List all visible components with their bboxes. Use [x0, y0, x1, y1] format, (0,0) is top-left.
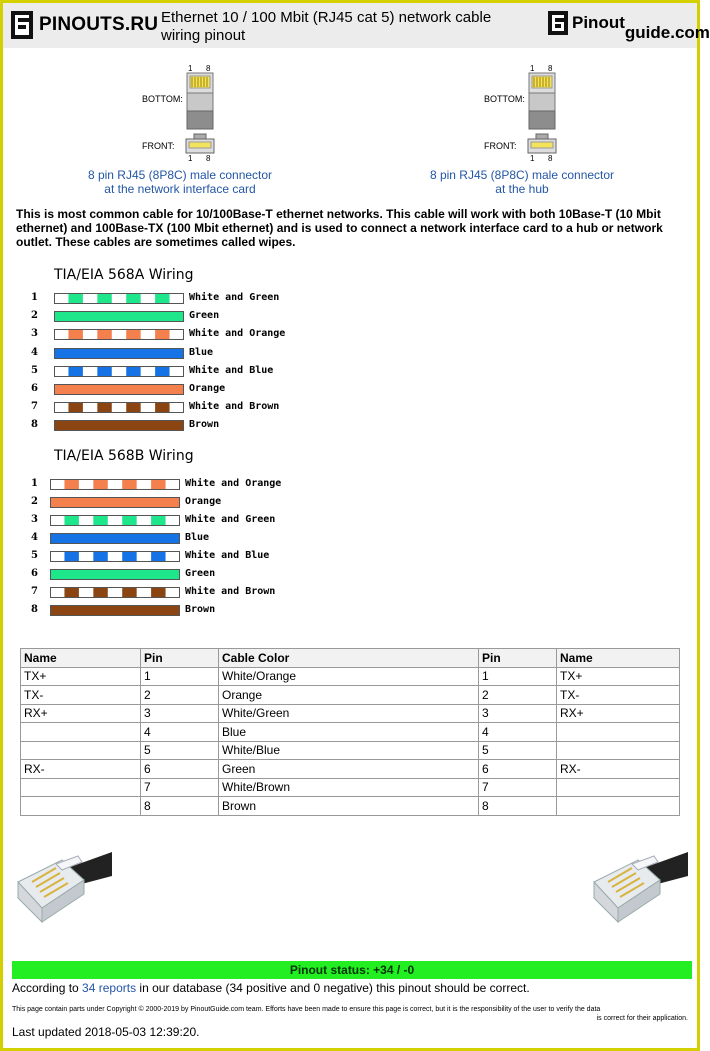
wire-label: Orange [185, 496, 222, 507]
wire-bar [50, 497, 180, 508]
table-row [21, 797, 680, 816]
wire-label: White and Orange [189, 328, 286, 340]
wire-number: 8 [31, 604, 38, 615]
wire-label: White and Orange [185, 478, 282, 489]
table-cell: 1 [141, 667, 219, 686]
rj45-plug-image [588, 842, 688, 924]
col-header: Pin [141, 649, 219, 668]
table-row [21, 778, 680, 797]
wire-number: 1 [31, 292, 38, 303]
page-title: Ethernet 10 / 100 Mbit (RJ45 cat 5) network cable wiring pinout [161, 9, 492, 44]
table-cell: Green [219, 760, 479, 779]
table-cell: RX- [21, 760, 141, 779]
wire-label: White and Blue [189, 364, 274, 376]
caption-line-1: 8 pin RJ45 (8P8C) male connector [87, 168, 273, 182]
wire-label: Brown [189, 419, 220, 431]
table-cell: 2 [479, 686, 557, 705]
connector-nic [60, 64, 300, 199]
col-header: Cable Color [219, 649, 479, 668]
pin-label-first: 1 [188, 154, 193, 163]
table-cell: 3 [141, 704, 219, 723]
rj45-plug-image [12, 842, 112, 924]
wire-label: White and Green [185, 514, 276, 525]
table-cell: 4 [479, 723, 557, 742]
wire-number: 5 [31, 550, 38, 561]
wire-number: 8 [31, 419, 38, 431]
connector-hub [402, 64, 642, 199]
reports-suffix: in our database (34 positive and 0 negative) this pinout should be correct. [139, 981, 530, 995]
table-cell: TX+ [21, 667, 141, 686]
front-label: FRONT: [142, 141, 175, 151]
table-cell: TX- [557, 686, 680, 705]
pinout-status-bar: Pinout status: +34 / -0 [12, 961, 692, 979]
reports-prefix: According to [12, 981, 79, 995]
wire-label: Green [189, 310, 220, 322]
reports-text [12, 981, 530, 995]
last-updated: Last updated 2018-05-03 12:39:20. [12, 1025, 200, 1039]
wire-bar [50, 515, 180, 526]
table-cell: 2 [141, 686, 219, 705]
wire-label: Blue [189, 346, 214, 358]
wire-bar [54, 366, 184, 377]
table-cell: 3 [479, 704, 557, 723]
wire-bar [50, 569, 180, 580]
front-label: FRONT: [484, 141, 517, 151]
table-row [21, 667, 680, 686]
wire-label: White and Brown [185, 586, 276, 597]
table-cell [557, 797, 680, 816]
pin-label-first: 1 [530, 154, 535, 163]
col-header: Name [21, 649, 141, 668]
rj45-bottom-icon [527, 73, 557, 131]
wire-bar [54, 384, 184, 395]
table-cell [557, 723, 680, 742]
table-cell: Orange [219, 686, 479, 705]
table-cell: TX+ [557, 667, 680, 686]
wire-number: 5 [31, 364, 38, 376]
table-cell: 7 [141, 778, 219, 797]
copyright-line-1: This page contain parts under Copyright © 2000-2019 by PinoutGuide.com team. Efforts have been made to ensure this page is correct, but it is the responsibility of the user to verify the data [12, 1006, 601, 1013]
caption-line-1: 8 pin RJ45 (8P8C) male connector [429, 168, 615, 182]
wire-number: 4 [31, 532, 38, 543]
site-logo[interactable] [11, 11, 158, 39]
table-row [21, 741, 680, 760]
bottom-label: BOTTOM: [142, 94, 183, 104]
table-cell: 7 [479, 778, 557, 797]
wire-number: 2 [31, 496, 38, 507]
wire-label: White and Green [189, 292, 280, 303]
rj45-front-icon [527, 134, 557, 154]
pin-label-first: 1 [188, 64, 193, 73]
pin-label-last: 8 [548, 154, 553, 163]
caption-line-2: at the hub [495, 182, 549, 196]
copyright-line-2: is correct for their application. [596, 1015, 688, 1022]
connector-caption[interactable] [402, 168, 642, 196]
table-cell: White/Orange [219, 667, 479, 686]
wire-number: 1 [31, 478, 38, 489]
table-cell [21, 797, 141, 816]
wire-bar [54, 348, 184, 359]
col-header: Name [557, 649, 680, 668]
wire-bar [50, 479, 180, 490]
table-cell: RX+ [21, 704, 141, 723]
wire-bar [50, 605, 180, 616]
wire-label: White and Brown [189, 401, 280, 413]
logo-text-guide: guide.com [624, 23, 710, 42]
table-cell [21, 741, 141, 760]
wire-number: 7 [31, 586, 38, 597]
pin-label-last: 8 [206, 154, 211, 163]
table-cell: 6 [141, 760, 219, 779]
pin-label-last: 8 [548, 64, 553, 73]
pin-label-first: 1 [530, 64, 535, 73]
wiring-b-title: TIA/EIA 568B Wiring [54, 448, 194, 464]
table-cell: 5 [479, 741, 557, 760]
table-cell: TX- [21, 686, 141, 705]
wire-bar [54, 402, 184, 413]
table-cell: 4 [141, 723, 219, 742]
table-row [21, 704, 680, 723]
table-cell: RX- [557, 760, 680, 779]
wire-number: 4 [31, 346, 38, 358]
wire-number: 7 [31, 401, 38, 413]
table-cell: Blue [219, 723, 479, 742]
logo-text-pinout: Pinout [572, 13, 625, 32]
wire-label: Orange [189, 383, 226, 394]
wire-bar [54, 420, 184, 431]
rj45-bottom-icon [185, 73, 215, 131]
page-header [3, 3, 710, 48]
table-cell: White/Blue [219, 741, 479, 760]
logo-icon [11, 11, 33, 39]
reports-link[interactable]: 34 reports [82, 981, 137, 995]
table-row [21, 723, 680, 742]
rj45-front-icon [185, 134, 215, 154]
table-cell: 5 [141, 741, 219, 760]
table-row [21, 686, 680, 705]
wire-number: 3 [31, 328, 38, 340]
wire-bar [54, 311, 184, 322]
wire-label: Green [185, 568, 216, 579]
wire-label: White and Blue [185, 550, 270, 561]
table-cell: White/Brown [219, 778, 479, 797]
table-cell: White/Green [219, 704, 479, 723]
table-cell: 6 [479, 760, 557, 779]
table-cell [21, 778, 141, 797]
description: This is most common cable for 10/100Base-T ethernet networks. This cable will work with both 10Base-T (10 Mbit ethernet) and 100Base-TX (100 Mbit ethernet) and is used to connect a network interface card to a hub or network outlet. These cables are sometimes called wipes. [16, 207, 663, 249]
pinoutguide-logo[interactable] [548, 11, 710, 43]
table-cell [557, 778, 680, 797]
wire-bar [50, 551, 180, 562]
wire-number: 6 [31, 568, 38, 579]
wire-number: 6 [31, 383, 38, 394]
logo-icon [548, 11, 568, 35]
table-cell: RX+ [557, 704, 680, 723]
table-cell: 8 [141, 797, 219, 816]
table-cell [21, 723, 141, 742]
pinout-table [20, 648, 680, 816]
bottom-label: BOTTOM: [484, 94, 525, 104]
wire-bar [54, 293, 184, 304]
wire-bar [50, 533, 180, 544]
wire-number: 2 [31, 310, 38, 322]
connector-caption[interactable] [60, 168, 300, 196]
wire-label: Brown [185, 604, 216, 615]
caption-line-2: at the network interface card [104, 182, 256, 196]
table-cell: 8 [479, 797, 557, 816]
table-cell [557, 741, 680, 760]
wire-number: 3 [31, 514, 38, 525]
table-header-row [21, 649, 680, 668]
table-cell: Brown [219, 797, 479, 816]
wire-bar [50, 587, 180, 598]
copyright-notice [12, 1005, 688, 1023]
col-header: Pin [479, 649, 557, 668]
table-row [21, 760, 680, 779]
pin-label-last: 8 [206, 64, 211, 73]
wire-bar [54, 329, 184, 340]
wiring-a-title: TIA/EIA 568A Wiring [54, 267, 194, 283]
table-cell: 1 [479, 667, 557, 686]
wire-label: Blue [185, 532, 210, 543]
site-name: PINOUTS.RU [39, 14, 159, 35]
